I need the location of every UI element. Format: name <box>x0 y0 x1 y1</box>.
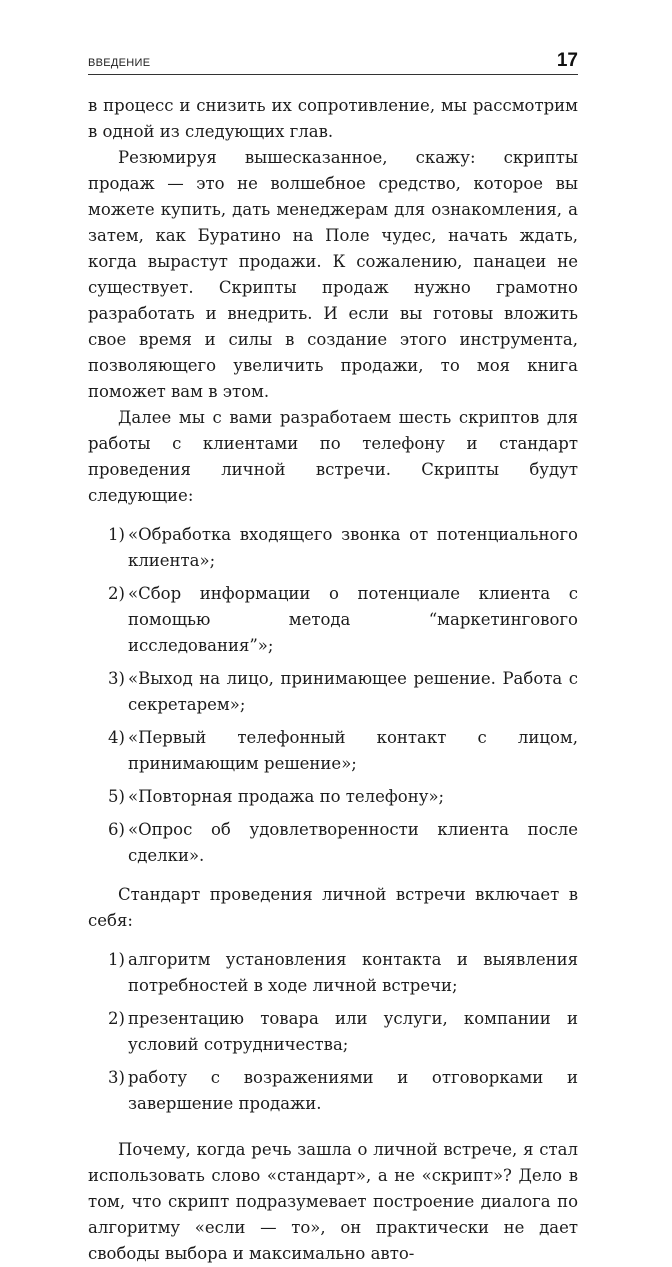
page-body <box>88 93 578 1267</box>
paragraph-summary: Резюмируя вышесказанное, скажу: скрипты продаж — это не волшебное средство, которое вы можете купить, дать менеджерам для ознакомления, а затем, как Буратино на Поле чудес, начать ждать, когда вырастут продажи. К сожалению, панацеи не существует. Скрипты продаж нужно грамотно разработать и внедрить. И если вы готовы вложить свое время и силы в создание этого инструмента, позволяющего увеличить продажи, то моя книга поможет вам в этом. <box>88 148 578 401</box>
paragraph-continuation: в процесс и снизить их сопротивление, мы рассмотрим в одной из следующих глав. <box>88 96 578 141</box>
list-item-number: 2) <box>108 584 125 603</box>
running-header <box>88 52 578 75</box>
list-item-number: 1) <box>108 525 125 544</box>
list-item-text: «Сбор информации о потенциале клиента с помощью метода “маркетингового исследования”»; <box>128 584 578 655</box>
list-item-number: 1) <box>108 950 125 969</box>
paragraph-why-standard: Почему, когда речь зашла о личной встрече, я стал использовать слово «стандарт», а не «скрипт»? Дело в том, что скрипт подразумевает построение диалога по алгоритму «если — то», он практически не дает свободы выбора и максимально авто- <box>88 1140 578 1263</box>
list-item <box>88 666 578 718</box>
list-item-number: 3) <box>108 669 125 688</box>
list-item <box>88 1065 578 1117</box>
paragraph-scripts-intro: Далее мы с вами разработаем шесть скриптов для работы с клиентами по телефону и стандарт проведения личной встречи. Скрипты будут следующие: <box>88 408 578 505</box>
list-item <box>88 1006 578 1058</box>
list-item-text: «Первый телефонный контакт с лицом, принимающим решение»; <box>128 728 578 773</box>
scripts-list <box>88 522 578 869</box>
list-item <box>88 947 578 999</box>
list-item <box>88 817 578 869</box>
list-item <box>88 581 578 659</box>
list-item-number: 5) <box>108 787 125 806</box>
list-item-text: работу с возражениями и отговорками и завершение продажи. <box>128 1068 578 1113</box>
list-item <box>88 522 578 574</box>
list-item-number: 6) <box>108 820 125 839</box>
list-item-text: «Повторная продажа по телефону»; <box>128 787 445 806</box>
list-item <box>88 725 578 777</box>
list-item-number: 3) <box>108 1068 125 1087</box>
page-number: 17 <box>556 50 578 71</box>
list-item-text: презентацию товара или услуги, компании и условий сотрудничества; <box>128 1009 578 1054</box>
list-item <box>88 784 578 810</box>
list-item-number: 4) <box>108 728 125 747</box>
paragraph-standard-intro: Стандарт проведения личной встречи включает в себя: <box>88 885 578 930</box>
section-title: ВВЕДЕНИЕ <box>88 57 151 69</box>
list-item-number: 2) <box>108 1009 125 1028</box>
standard-list <box>88 947 578 1117</box>
list-item-text: «Опрос об удовлетворенности клиента после сделки». <box>128 820 578 865</box>
list-item-text: «Обработка входящего звонка от потенциального клиента»; <box>128 525 578 570</box>
list-item-text: «Выход на лицо, принимающее решение. Работа с секретарем»; <box>128 669 578 714</box>
list-item-text: алгоритм установления контакта и выявления потребностей в ходе личной встречи; <box>128 950 578 995</box>
